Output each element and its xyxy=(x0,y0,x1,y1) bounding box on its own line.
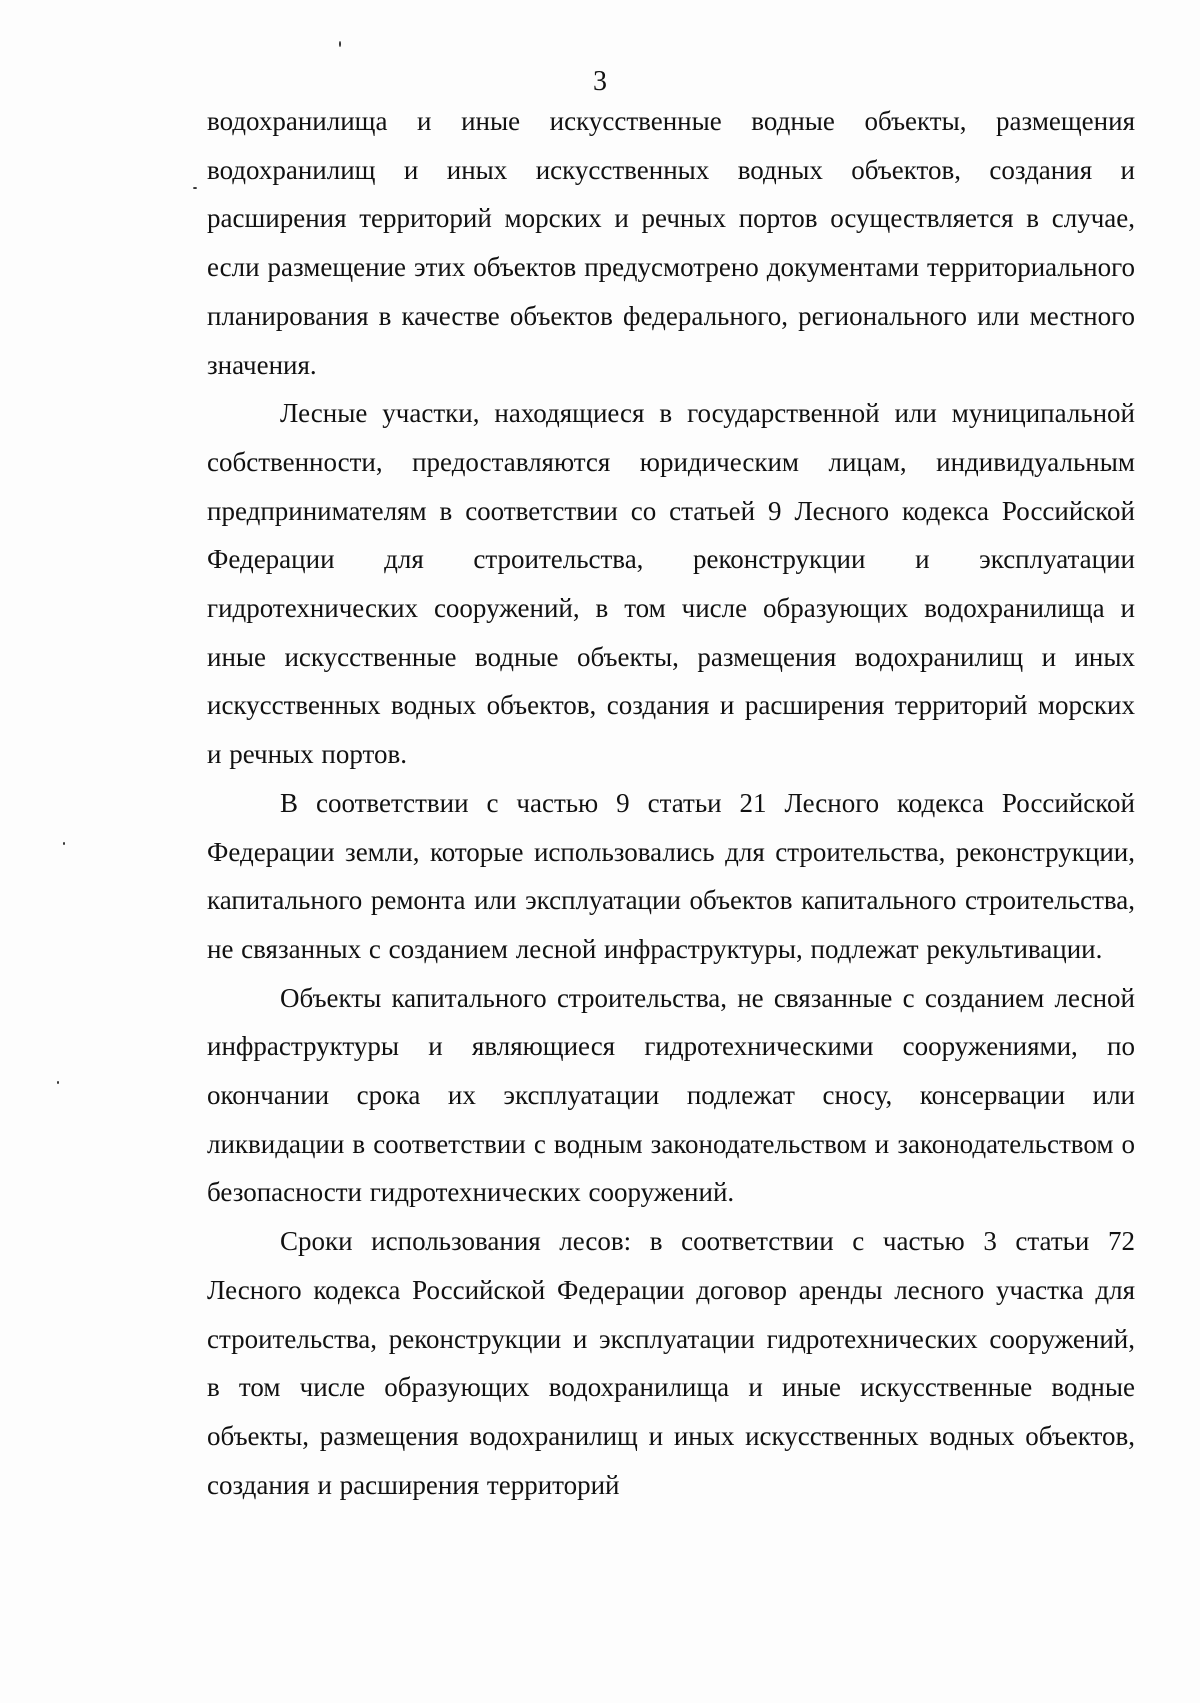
scan-speck xyxy=(63,842,65,845)
scan-speck xyxy=(193,187,197,189)
scan-speck xyxy=(57,1081,59,1084)
paragraph-4: Объекты капитального строительства, не связанные с созданием лесной инфраструктуры и являющиеся гидротехническими сооружениями, по окончании срока их эксплуатации подлежат сносу, консервации или ликвидации в соответствии с водным законодательством и законодательством о безопасности гидротехнических сооружений. xyxy=(207,982,1135,1208)
paragraph-5: Сроки использования лесов: в соответствии с частью 3 статьи 72 Лесного кодекса Российской Федерации договор аренды лесного участка для строительства, реконструкции и эксплуатации гидротехнических сооружений, в том числе образующих водохранилища и иные искусственные водные объекты, размещения водохранилищ и иных искусственных водных объектов, создания и расширения территорий xyxy=(207,1226,1135,1500)
paragraph-1: водохранилища и иные искусственные водные объекты, размещения водохранилищ и иных искусственных водных объектов, создания и расширения территорий морских и речных портов осуществляется в случае, если размещение этих объектов предусмотрено документами территориального планирования в качестве объектов федерального, регионального или местного значения. xyxy=(207,106,1135,380)
scan-speck xyxy=(339,41,341,47)
paragraph-3: В соответствии с частью 9 статьи 21 Лесного кодекса Российской Федерации земли, которые использовались для строительства, реконструкции, капитального ремонта или эксплуатации объектов капитального строительства, не связанных с созданием лесной инфраструктуры, подлежат рекультивации. xyxy=(207,787,1135,964)
paragraph-2: Лесные участки, находящиеся в государственной или муниципальной собственности, предоставляются юридическим лицам, индивидуальным предпринимателям в соответствии со статьей 9 Лесного кодекса Российской Федерации для строительства, реконструкции и эксплуатации гидротехнических сооружений, в том числе образующих водохранилища и иные искусственные водные объекты, размещения водохранилищ и иных искусственных водных объектов, создания и расширения территорий морских и речных портов. xyxy=(207,398,1135,770)
page-number: 3 xyxy=(593,66,607,97)
document-body xyxy=(207,97,1135,1509)
